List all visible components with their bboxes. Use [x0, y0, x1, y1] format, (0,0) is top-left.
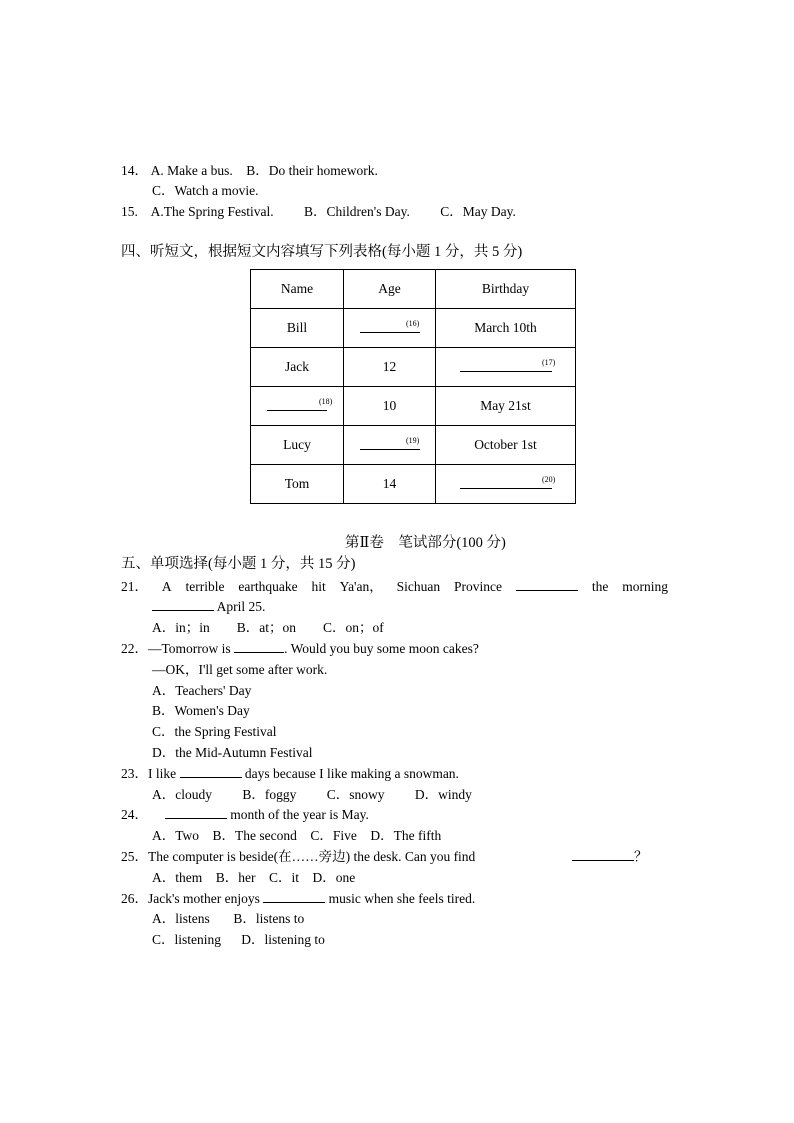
cell-name: Tom	[251, 465, 344, 504]
question-22-line-2: —OK，I'll get some after work.	[152, 662, 328, 677]
question-text: I like	[148, 766, 177, 781]
section-4-title: 四、听短文，根据短文内容填写下列表格(每小题 1 分，共 5 分)	[121, 244, 523, 260]
cell-age: 12	[344, 348, 436, 387]
fill-in-table	[250, 269, 576, 504]
question-22-option-b: B．Women's Day	[152, 703, 250, 718]
word: Sichuan	[396, 579, 441, 594]
option-b: B．foggy	[242, 787, 297, 802]
question-21	[121, 578, 668, 595]
cell-name: Bill	[251, 309, 344, 348]
question-text: days because I like making a snowman.	[244, 766, 459, 781]
word: earthquake	[238, 579, 298, 594]
question-number: 14．	[121, 163, 148, 178]
answer-blank[interactable]	[165, 806, 227, 819]
question-21-options: A．in；in B．at；on C．on；of	[152, 620, 384, 635]
question-text: Jack's mother enjoys	[148, 891, 260, 906]
cell-name-blank[interactable]: (18)	[251, 387, 344, 426]
section-5-title: 五、单项选择(每小题 1 分，共 15 分)	[121, 556, 356, 572]
question-text: —Tomorrow is	[148, 641, 231, 656]
answer-blank[interactable]	[572, 848, 634, 861]
question-21-line-2	[152, 598, 265, 615]
question-22-option-a: A．Teachers' Day	[152, 683, 252, 698]
cell-name: Jack	[251, 348, 344, 387]
option-a: A. Make a bus.	[150, 163, 233, 178]
option-a: A．listens	[152, 911, 210, 926]
question-25-blank	[572, 848, 648, 865]
table-row	[251, 426, 576, 465]
question-number: 21．	[121, 579, 148, 594]
question-text: The computer is beside(在……旁边) the desk. Can you find	[148, 849, 476, 864]
option-c: C．snowy	[326, 787, 385, 802]
question-14	[121, 162, 378, 179]
word: A	[161, 579, 172, 594]
answer-blank[interactable]	[152, 598, 214, 611]
question-number: 15.	[121, 204, 138, 219]
question-text: . Would you buy some moon cakes?	[284, 641, 479, 656]
question-mark: ？	[634, 849, 648, 864]
table-row	[251, 465, 576, 504]
option-b: B．Do their homework.	[246, 163, 378, 178]
option-b: B．listens to	[233, 911, 305, 926]
cell-birthday: October 1st	[436, 426, 576, 465]
option-b: B．Children's Day.	[304, 204, 410, 219]
question-number: 22．	[121, 641, 148, 656]
question-number: 23．	[121, 766, 148, 781]
word: hit	[311, 579, 326, 594]
word: Province	[454, 579, 503, 594]
question-24-options: A．Two B．The second C．Five D．The fifth	[152, 828, 442, 843]
cell-name: Lucy	[251, 426, 344, 465]
answer-blank[interactable]	[516, 578, 578, 591]
answer-blank[interactable]	[263, 890, 325, 903]
option-a: A．cloudy	[152, 787, 212, 802]
question-text: music when she feels tired.	[328, 891, 476, 906]
question-text: April 25.	[216, 599, 266, 614]
header-birthday: Birthday	[436, 270, 576, 309]
cell-birthday: March 10th	[436, 309, 576, 348]
table-header-row	[251, 270, 576, 309]
word: morning	[622, 579, 668, 594]
word: the	[591, 579, 609, 594]
word: Ya'an，	[339, 579, 383, 594]
part-2-title: 第Ⅱ卷 笔试部分(100 分)	[345, 535, 506, 551]
table-row	[251, 387, 576, 426]
answer-blank[interactable]	[180, 765, 242, 778]
question-25	[121, 848, 475, 865]
question-22-option-d: D．the Mid-Autumn Festival	[152, 745, 313, 760]
question-number: 25．	[121, 849, 148, 864]
cell-birthday-blank[interactable]: (20)	[436, 465, 576, 504]
question-number: 26．	[121, 891, 148, 906]
question-26-options-cd	[152, 931, 325, 948]
cell-age-blank[interactable]: (16)	[344, 309, 436, 348]
option-a: A.The Spring Festival.	[150, 204, 274, 219]
cell-birthday: May 21st	[436, 387, 576, 426]
question-23-options	[152, 786, 472, 803]
header-age: Age	[344, 270, 436, 309]
question-22-option-c: C．the Spring Festival	[152, 724, 277, 739]
option-c: C．listening	[152, 932, 222, 947]
question-24	[121, 806, 369, 823]
question-text: month of the year is May.	[230, 807, 369, 822]
question-26-options-ab	[152, 910, 304, 927]
cell-age: 10	[344, 387, 436, 426]
question-number: 24．	[121, 807, 148, 822]
table-row	[251, 309, 576, 348]
question-25-options: A．them B．her C．it D．one	[152, 870, 356, 885]
cell-age-blank[interactable]: (19)	[344, 426, 436, 465]
word: terrible	[185, 579, 225, 594]
table-row	[251, 348, 576, 387]
question-23	[121, 765, 459, 782]
question-22	[121, 640, 479, 657]
option-d: D．listening to	[241, 932, 325, 947]
option-c: C．May Day.	[440, 204, 516, 219]
header-name: Name	[251, 270, 344, 309]
question-26	[121, 890, 475, 907]
answer-blank[interactable]	[234, 640, 284, 653]
option-d: D．windy	[414, 787, 472, 802]
cell-birthday-blank[interactable]: (17)	[436, 348, 576, 387]
question-15	[121, 203, 516, 220]
question-14-option-c: C．Watch a movie.	[152, 183, 259, 198]
cell-age: 14	[344, 465, 436, 504]
